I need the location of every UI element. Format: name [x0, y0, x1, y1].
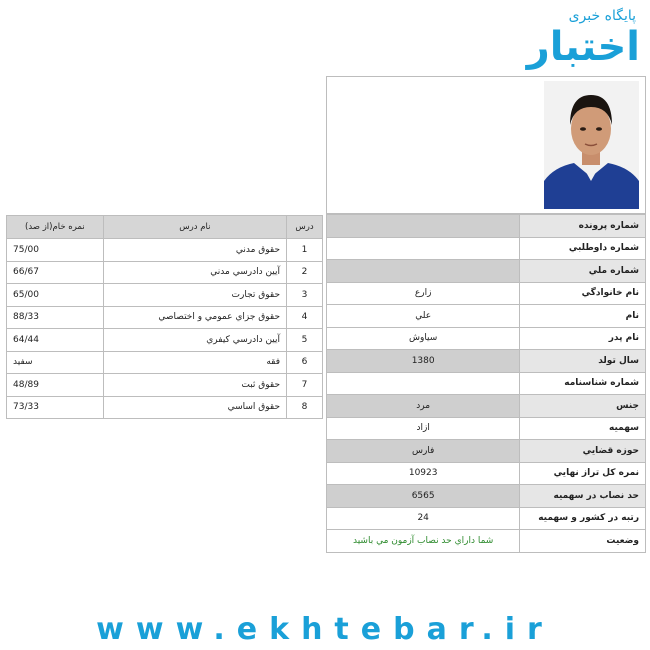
info-value: 1380	[327, 350, 520, 373]
raw-score: 65/00	[7, 284, 104, 307]
score-row	[7, 396, 323, 419]
footer-website-url: www.ekhtebar.ir	[96, 612, 554, 647]
info-row	[327, 507, 646, 530]
score-row	[7, 261, 323, 284]
info-value: 24	[327, 507, 520, 530]
header-lesson-number: درس	[287, 216, 323, 239]
lesson-name: فقه	[103, 351, 286, 374]
info-row	[327, 530, 646, 553]
scores-header-row	[7, 216, 323, 239]
lesson-name: حقوق جزاي عمومي و اختصاصي	[103, 306, 286, 329]
info-label: شماره شناسنامه	[520, 372, 646, 395]
lesson-name: حقوق اساسي	[103, 396, 286, 419]
score-row	[7, 351, 323, 374]
info-label: نام پدر	[520, 327, 646, 350]
lesson-number: 4	[287, 306, 323, 329]
photo-panel	[326, 76, 646, 214]
lesson-name: حقوق مدني	[103, 239, 286, 262]
lesson-name: آيين دادرسي کيفري	[103, 329, 286, 352]
score-row	[7, 374, 323, 397]
lesson-number: 6	[287, 351, 323, 374]
raw-score: 73/33	[7, 396, 104, 419]
info-value	[327, 215, 520, 238]
info-row	[327, 237, 646, 260]
lesson-name: آيين دادرسي مدني	[103, 261, 286, 284]
info-label: نام خانوادگي	[520, 282, 646, 305]
candidate-info-table	[326, 214, 646, 553]
status-value: شما داراي حد نصاب آزمون مي باشيد	[327, 530, 520, 553]
raw-score: 75/00	[7, 239, 104, 262]
raw-score: سفيد	[7, 351, 104, 374]
info-row	[327, 440, 646, 463]
header-lesson-name: نام درس	[103, 216, 286, 239]
info-value	[327, 237, 520, 260]
info-label: نمره کل تراز نهايي	[520, 462, 646, 485]
info-value: علي	[327, 305, 520, 328]
info-label: شماره ملي	[520, 260, 646, 283]
info-label: حوزه قضايي	[520, 440, 646, 463]
info-label: سهميه	[520, 417, 646, 440]
info-value: مرد	[327, 395, 520, 418]
info-label: حد نصاب در سهميه	[520, 485, 646, 508]
info-label: نام	[520, 305, 646, 328]
info-row	[327, 485, 646, 508]
info-value	[327, 260, 520, 283]
info-row	[327, 215, 646, 238]
raw-score: 66/67	[7, 261, 104, 284]
info-row	[327, 327, 646, 350]
info-value: 10923	[327, 462, 520, 485]
info-label: رتبه در کشور و سهميه	[520, 507, 646, 530]
info-row	[327, 282, 646, 305]
score-row	[7, 329, 323, 352]
info-row	[327, 305, 646, 328]
info-value	[327, 372, 520, 395]
info-value: 6565	[327, 485, 520, 508]
info-label: وضعيت	[520, 530, 646, 553]
score-row	[7, 306, 323, 329]
header-raw-score: نمره خام(از صد)	[7, 216, 104, 239]
info-row	[327, 350, 646, 373]
info-label: جنس	[520, 395, 646, 418]
lesson-number: 2	[287, 261, 323, 284]
scores-table	[6, 215, 323, 419]
info-label: سال تولد	[520, 350, 646, 373]
logo-title: اختبار	[526, 24, 640, 70]
lesson-number: 8	[287, 396, 323, 419]
info-value: سياوش	[327, 327, 520, 350]
raw-score: 48/89	[7, 374, 104, 397]
info-value: زارع	[327, 282, 520, 305]
info-label: شماره پرونده	[520, 215, 646, 238]
raw-score: 64/44	[7, 329, 104, 352]
lesson-number: 3	[287, 284, 323, 307]
info-row	[327, 260, 646, 283]
info-row	[327, 462, 646, 485]
info-row	[327, 417, 646, 440]
lesson-name: حقوق تجارت	[103, 284, 286, 307]
score-row	[7, 284, 323, 307]
candidate-photo	[544, 81, 639, 209]
lesson-name: حقوق ثبت	[103, 374, 286, 397]
lesson-number: 5	[287, 329, 323, 352]
info-value: ازاد	[327, 417, 520, 440]
info-row	[327, 395, 646, 418]
info-label: شماره داوطلبي	[520, 237, 646, 260]
raw-score: 88/33	[7, 306, 104, 329]
info-row	[327, 372, 646, 395]
lesson-number: 1	[287, 239, 323, 262]
lesson-number: 7	[287, 374, 323, 397]
score-row	[7, 239, 323, 262]
logo-subtitle: پایگاه خبری	[568, 8, 636, 24]
ekhtebar-logo	[528, 6, 644, 78]
info-value: فارس	[327, 440, 520, 463]
